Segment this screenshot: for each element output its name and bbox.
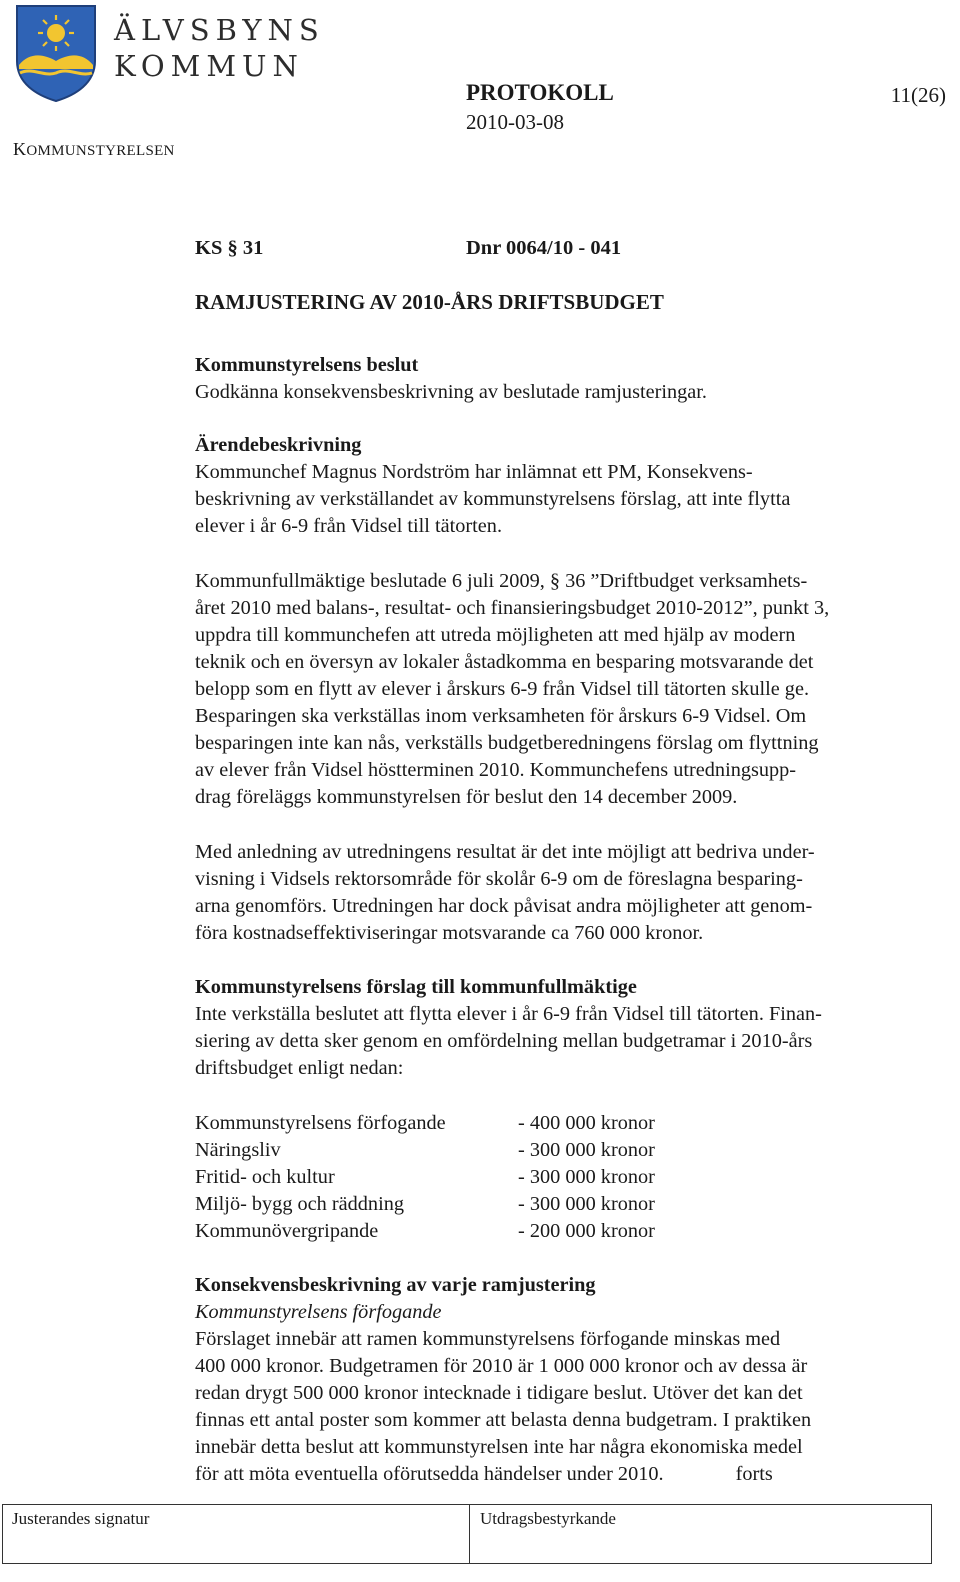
paragraph-line: drag föreläggs kommunstyrelsen för beslut den 14 december 2009. — [195, 786, 738, 808]
decision-section — [195, 352, 930, 406]
paragraph-line: besparingen inte kan nås, verkställs budgetberedningens förslag om flyttning — [195, 732, 819, 754]
consequence-line: Förslaget innebär att ramen kommunstyrelsens förfogande minskas med — [195, 1328, 781, 1350]
document-date: 2010-03-08 — [466, 110, 564, 134]
description-heading: Ärendebeskrivning — [195, 434, 362, 456]
department-initial: K — [13, 139, 27, 159]
consequence-line: redan drygt 500 000 kronor intecknade i tidigare beslut. Utöver det kan det — [195, 1382, 803, 1404]
allocation-row — [195, 1137, 930, 1164]
decision-text: Godkänna konsekvensbeskrivning av beslutade ramjusteringar. — [195, 381, 707, 403]
certification-label: Utdragsbestyrkande — [480, 1509, 616, 1528]
decision-heading: Kommunstyrelsens beslut — [195, 354, 419, 376]
proposal-line: Inte verkställa beslutet att flytta elever i år 6-9 från Vidsel till tätorten. Finan- — [195, 1003, 822, 1025]
document-type: PROTOKOLL — [466, 80, 614, 105]
allocation-name: Fritid- och kultur — [195, 1166, 335, 1188]
footer-signature-box — [2, 1504, 932, 1564]
paragraph-line: Besparingen ska verkställas inom verksamheten för årskurs 6-9 Vidsel. Om — [195, 705, 807, 727]
municipality-coat-of-arms-logo — [14, 3, 98, 103]
allocation-name: Kommunstyrelsens förfogande — [195, 1112, 446, 1134]
description-paragraph-2 — [195, 568, 930, 811]
case-title: RAMJUSTERING AV 2010-ÅRS DRIFTSBUDGET — [195, 290, 664, 314]
proposal-line: driftsbudget enligt nedan: — [195, 1057, 404, 1079]
signature-label: Justerandes signatur — [12, 1509, 150, 1528]
allocation-table — [195, 1110, 930, 1245]
consequence-line: innebär detta beslut att kommunstyrelsen inte har några ekonomiska medel — [195, 1436, 803, 1458]
paragraph-line: visning i Vidsels rektorsområde för skolår 6-9 om de föreslagna besparing- — [195, 868, 803, 890]
description-line: elever i år 6-9 från Vidsel till tätorten. — [195, 515, 503, 537]
allocation-amount: - 300 000 kronor — [518, 1193, 655, 1215]
allocation-name: Miljö- bygg och räddning — [195, 1193, 404, 1215]
paragraph-line: belopp som en flytt av elever i årskurs 6-9 från Vidsel till tätorten skulle ge. — [195, 678, 810, 700]
paragraph-line: teknik och en översyn av lokaler åstadkomma en besparing motsvarande det — [195, 651, 814, 673]
municipality-name-line1: ÄLVSBYNS — [114, 13, 325, 47]
paragraph-line: Kommunfullmäktige beslutade 6 juli 2009, § 36 ”Driftbudget verksamhets- — [195, 570, 808, 592]
proposal-line: siering av detta sker genom en omfördelning mellan budgetramar i 2010-års — [195, 1030, 813, 1052]
paragraph-line: Med anledning av utredningens resultat är det inte möjligt att bedriva under- — [195, 841, 815, 863]
paragraph-line: föra kostnadseffektiviseringar motsvarande ca 760 000 kronor. — [195, 922, 704, 944]
certification-cell — [471, 1505, 931, 1563]
description-line: beskrivning av verkställandet av kommunstyrelsens förslag, att inte flytta — [195, 488, 791, 510]
allocation-row — [195, 1191, 930, 1218]
consequence-subheading: Kommunstyrelsens förfogande — [195, 1301, 442, 1323]
consequence-line: 400 000 kronor. Budgetramen för 2010 är 1 000 000 kronor och av dessa är — [195, 1355, 808, 1377]
case-paragraph-number: KS § 31 — [195, 237, 264, 259]
proposal-section — [195, 974, 930, 1082]
allocation-amount: - 300 000 kronor — [518, 1139, 655, 1161]
consequence-line: finnas ett antal poster som kommer att belasta denna budgetram. I praktiken — [195, 1409, 812, 1431]
description-paragraph-3 — [195, 839, 930, 947]
paragraph-line: arna genomförs. Utredningen har dock påvisat andra möjligheter att genom- — [195, 895, 813, 917]
municipality-name — [114, 12, 325, 84]
description-line: Kommunchef Magnus Nordström har inlämnat ett PM, Konsekvens- — [195, 461, 753, 483]
allocation-name: Näringsliv — [195, 1139, 281, 1161]
paragraph-line: året 2010 med balans-, resultat- och finansieringsbudget 2010-2012”, punkt 3, — [195, 597, 830, 619]
allocation-row — [195, 1218, 930, 1245]
page-number: 11(26) — [890, 83, 946, 107]
allocation-amount: - 300 000 kronor — [518, 1166, 655, 1188]
description-section — [195, 432, 930, 540]
department-rest: OMMUNSTYRELSEN — [26, 143, 175, 159]
paragraph-line: uppdra till kommunchefen att utreda möjligheten att med hjälp av modern — [195, 624, 796, 646]
allocation-amount: - 400 000 kronor — [518, 1112, 655, 1134]
signature-cell — [3, 1505, 470, 1563]
continued-marker: forts — [735, 1463, 773, 1485]
department-label — [13, 139, 175, 160]
proposal-heading: Kommunstyrelsens förslag till kommunfullmäktige — [195, 976, 637, 998]
consequence-line — [195, 1461, 930, 1488]
paragraph-line: av elever från Vidsel höstterminen 2010. Kommunchefens utredningsupp- — [195, 759, 797, 781]
allocation-name: Kommunövergripande — [195, 1220, 379, 1242]
registration-number: Dnr 0064/10 - 041 — [466, 237, 622, 259]
consequence-section — [195, 1272, 930, 1488]
allocation-row — [195, 1110, 930, 1137]
consequence-last-line: för att möta eventuella oförutsedda händelser under 2010. — [195, 1463, 664, 1485]
municipality-name-line2: KOMMUN — [114, 49, 304, 83]
allocation-row — [195, 1164, 930, 1191]
consequence-heading: Konsekvensbeskrivning av varje ramjustering — [195, 1274, 596, 1296]
allocation-amount: - 200 000 kronor — [518, 1220, 655, 1242]
